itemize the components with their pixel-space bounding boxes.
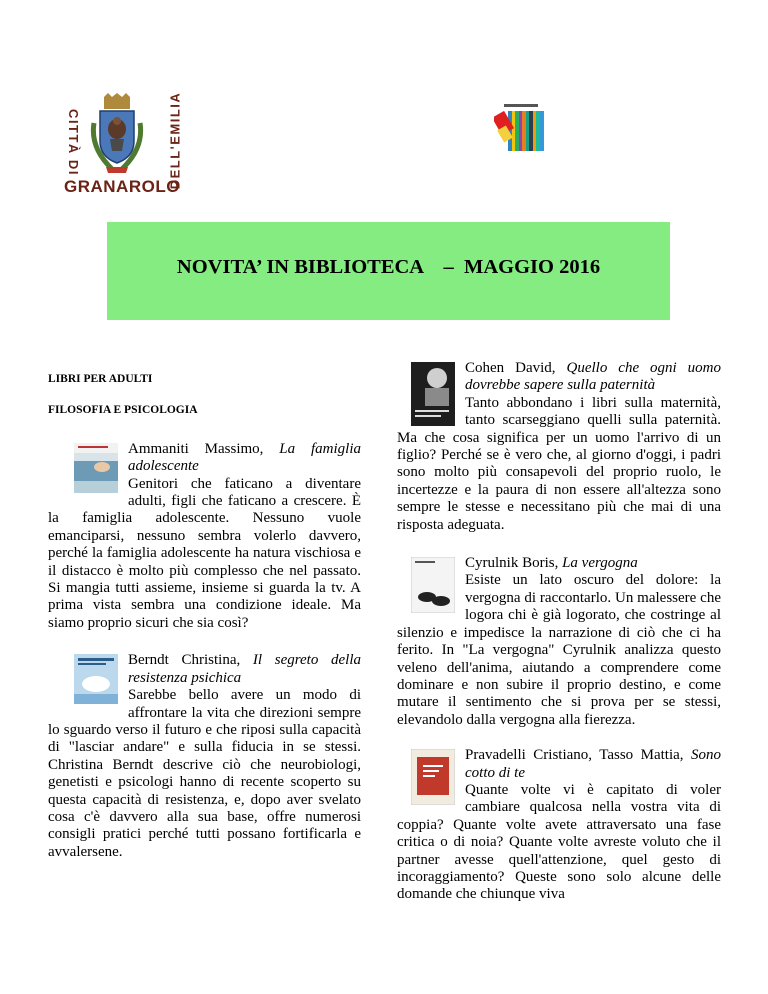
page-title: NOVITA’ IN BIBLIOTECA – MAGGIO 2016 (176, 256, 601, 278)
book-author: Cohen David, (465, 360, 556, 376)
section-heading-philosophy: FILOSOFIA E PSICOLOGIA (48, 404, 198, 417)
book-entry (397, 555, 721, 729)
left-column (48, 371, 361, 861)
logo-bottom-text: GRANAROLO (64, 177, 180, 196)
book-title: Sono cotto di te (465, 747, 721, 781)
book-author: Berndt Christina, (128, 652, 241, 669)
granarolo-logo (62, 91, 183, 196)
logo-right-text: DELL'EMILIA (167, 91, 183, 190)
book-title: La famiglia adolescente (128, 440, 361, 475)
book-entry (48, 652, 361, 861)
coat-of-arms-icon (86, 93, 148, 177)
right-column (397, 360, 721, 904)
book-description: Sarebbe bello avere un modo di affrontare la vita che direzioni sempre lo sguardo verso il futuro e che riposi sulla capacità di "lasciar andare" e sulla fiducia in se stessi. Christina Berndt descrive ciò che neurobiologi, genetisti e psicologi hanno di recente scoperto su questa capacità di resistenza, e, dopo aver svelato cosa c'è davvero alla sua base, offre numerosi consigli pratici perché tutti possano fortificarla e avvalersene. (48, 687, 361, 860)
book-description: Esiste un lato oscuro del dolore: la vergogna di raccontarlo. Un malessere che logora chi è già logorato, che costringe al silenzio e impedisce la narrazione di ciò che ci ha ferito. In "La vergogna" Cyrulnik analizza questo veleno dell'anima, aiutando a comprendere come dominare e non subire il proprio destino, e come mutare il sentimento che si prova per se stessi, elevandolo dalla vergogna alla fierezza. (397, 572, 721, 728)
book-entry (397, 360, 721, 534)
book-title: La vergogna (562, 555, 638, 572)
section-heading-adults: LIBRI PER ADULTI (48, 373, 153, 385)
book-author: Ammaniti Massimo, (128, 440, 264, 457)
book-description: Quante volte vi è capitato di voler cambiare qualcosa nella vostra vita di coppia? Quante volte avete attraversato una fase critica o di noia? Quante volte avreste voluto che il partner avesse quell'attenzione, quel gesto di incoraggiamento? Queste sono solo alcune delle domande che chiunque viva (397, 781, 721, 903)
book-cover-icon (74, 654, 118, 704)
book-cover-icon (411, 362, 455, 426)
book-description: Tanto abbondano i libri sulla maternità, tanto scarseggiano quelli sulla paternità. Ma che cosa significa per un uomo l'arrivo di un figlio? Perché se è vero che, al giorno d'oggi, i padri sono molto più consapevoli del proprio ruolo, le incertezze e la paura di non essere all'altezza sono sempre le stesse e necessitano più che mai di una risposta adeguata. (397, 394, 721, 533)
biblioteca-logo (494, 103, 546, 153)
book-author: Pravadelli Cristiano, Tasso Mattia, (465, 747, 684, 764)
book-author: Cyrulnik Boris, (465, 555, 559, 572)
book-description: Genitori che faticano a diventare adulti, figli che faticano a crescere. È la famiglia adolescente. Nessuno vuole emanciparsi, nessuno sembra volerlo davvero, perché la famiglia adolescente ha natura vischiosa e il distacco è molto più complesso che nel passato. Si mangia tutti assieme, insieme si guarda la tv. A prima vista sembra una condizione ideale. Ma siamo proprio sicuri che sia così? (48, 475, 361, 631)
book-entry (397, 747, 721, 904)
book-entry (48, 441, 361, 632)
bookshelf-icon (494, 103, 546, 153)
book-title: Il segreto della resistenza psichica (128, 652, 362, 686)
logo-left-text: CITTÀ DI (65, 109, 81, 176)
book-cover-icon (411, 557, 455, 613)
title-banner (107, 222, 670, 320)
book-title: Quello che ogni uomo dovrebbe sapere sulla paternità (465, 360, 722, 394)
book-cover-icon (411, 749, 455, 805)
book-cover-icon (74, 443, 118, 493)
